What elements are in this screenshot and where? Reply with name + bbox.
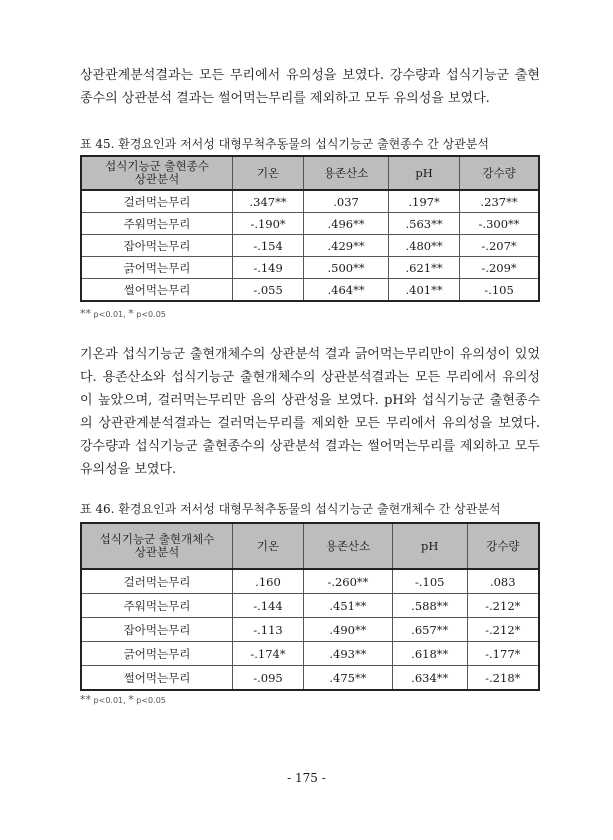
table-cell: .429** (304, 235, 389, 257)
table-46 (80, 522, 540, 691)
table-45-caption: 표 45. 환경요인과 저서성 대형무척추동물의 섭식기능군 출현종수 간 상관분석 (80, 137, 489, 151)
column-header: 용존산소 (303, 523, 392, 569)
table-cell: .493** (303, 642, 392, 666)
table-cell: .197* (388, 190, 459, 213)
table-cell: -.105 (392, 569, 467, 594)
table-cell: -.154 (233, 235, 304, 257)
row-label: 잡아먹는무리 (81, 235, 233, 257)
table-cell: .083 (467, 569, 539, 594)
footnote-text: p<0.01, (91, 310, 129, 319)
column-header: 기온 (233, 523, 304, 569)
table-cell: -.218* (467, 666, 539, 691)
table-row (81, 235, 539, 257)
header-label-cell (81, 156, 233, 190)
table-cell: -.177* (467, 642, 539, 666)
table-row (81, 594, 539, 618)
row-label: 긁어먹는무리 (81, 257, 233, 279)
table-cell: -.095 (233, 666, 304, 691)
table-cell: .401** (388, 279, 459, 302)
table-cell: -.212* (467, 618, 539, 642)
table-cell: -.190* (233, 213, 304, 235)
table-cell: .588** (392, 594, 467, 618)
table-cell: -.212* (467, 594, 539, 618)
header-label-line1: 섭식기능군 출현종수 (105, 159, 209, 173)
table-header-row (81, 523, 539, 569)
table-cell: .480** (388, 235, 459, 257)
footnote-text: p<0.05 (133, 310, 166, 319)
header-label-line2: 상관분석 (134, 545, 180, 559)
table-cell: .475** (303, 666, 392, 691)
column-header: 강수량 (460, 156, 539, 190)
row-label: 긁어먹는무리 (81, 642, 233, 666)
table-cell: .621** (388, 257, 459, 279)
footnote-star-double: ** (80, 307, 91, 320)
row-label: 잡아먹는무리 (81, 618, 233, 642)
column-header: 용존산소 (304, 156, 389, 190)
column-header: 강수량 (467, 523, 539, 569)
paragraph-1: 상관관계분석결과는 모든 무리에서 유의성을 보였다. 강수량과 섭식기능군 출현종수의 상관분석 결과는 썰어먹는무리를 제외하고 모두 유의성을 보였다. (80, 68, 540, 106)
page-number: - 175 - (287, 771, 326, 785)
table-45 (80, 155, 540, 302)
row-label: 걸러먹는무리 (81, 569, 233, 594)
table-row (81, 618, 539, 642)
row-label: 걸러먹는무리 (81, 190, 233, 213)
table-cell: -.300** (460, 213, 539, 235)
table-cell: -.113 (233, 618, 304, 642)
header-label-cell (81, 523, 233, 569)
table-row (81, 666, 539, 691)
table-header-row (81, 156, 539, 190)
table-cell: -.207* (460, 235, 539, 257)
table-cell: .496** (304, 213, 389, 235)
table-cell: .237** (460, 190, 539, 213)
table-cell: .037 (304, 190, 389, 213)
column-header: pH (388, 156, 459, 190)
column-header: pH (392, 523, 467, 569)
table-cell: .563** (388, 213, 459, 235)
table-row (81, 569, 539, 594)
table-row (81, 213, 539, 235)
table-cell: .490** (303, 618, 392, 642)
footnote-star-single: * (128, 693, 134, 706)
footnote-text: p<0.05 (133, 696, 166, 705)
table-row (81, 190, 539, 213)
table-row (81, 642, 539, 666)
header-label-line1: 섭식기능군 출현개체수 (99, 532, 215, 546)
table-cell: -.105 (460, 279, 539, 302)
footnote-text: p<0.01, (91, 696, 129, 705)
table-cell: -.144 (233, 594, 304, 618)
row-label: 주워먹는무리 (81, 594, 233, 618)
table-cell: .347** (233, 190, 304, 213)
column-header: 기온 (233, 156, 304, 190)
table-cell: -.209* (460, 257, 539, 279)
row-label: 썰어먹는무리 (81, 666, 233, 691)
paragraph-2: 기온과 섭식기능군 출현개체수의 상관분석 결과 긁어먹는무리만이 유의성이 있었다. 용존산소와 섭식기능군 출현개체수의 상관분석결과는 모든 무리에서 유의성이 높았으며, 걸러먹는무리만 음의 상관성을 보였다. pH와 섭식기능군 출현종수의 상관관계분석결과는 걸러먹는무리를 제외한 모든 무리에서 유의성을 보였다. 강수량과 섭식기능군 출현종수의 상관분석 결과는 썰어먹는무리를 제외하고 모두 유의성을 보였다. (80, 347, 540, 477)
table-cell: -.260** (303, 569, 392, 594)
table-cell: .634** (392, 666, 467, 691)
table-46-footnote (80, 693, 166, 706)
table-row (81, 279, 539, 302)
table-cell: -.149 (233, 257, 304, 279)
table-cell: .618** (392, 642, 467, 666)
table-cell: -.174* (233, 642, 304, 666)
table-cell: .500** (304, 257, 389, 279)
table-cell: -.055 (233, 279, 304, 302)
table-cell: .464** (304, 279, 389, 302)
table-46-caption: 표 46. 환경요인과 저서성 대형무척추동물의 섭식기능군 출현개체수 간 상관분석 (80, 502, 501, 516)
footnote-star-double: ** (80, 693, 91, 706)
row-label: 썰어먹는무리 (81, 279, 233, 302)
table-45-footnote (80, 307, 166, 320)
table-cell: .657** (392, 618, 467, 642)
table-row (81, 257, 539, 279)
row-label: 주워먹는무리 (81, 213, 233, 235)
header-label-line2: 상관분석 (134, 172, 180, 186)
table-cell: .160 (233, 569, 304, 594)
footnote-star-single: * (128, 307, 134, 320)
table-cell: .451** (303, 594, 392, 618)
